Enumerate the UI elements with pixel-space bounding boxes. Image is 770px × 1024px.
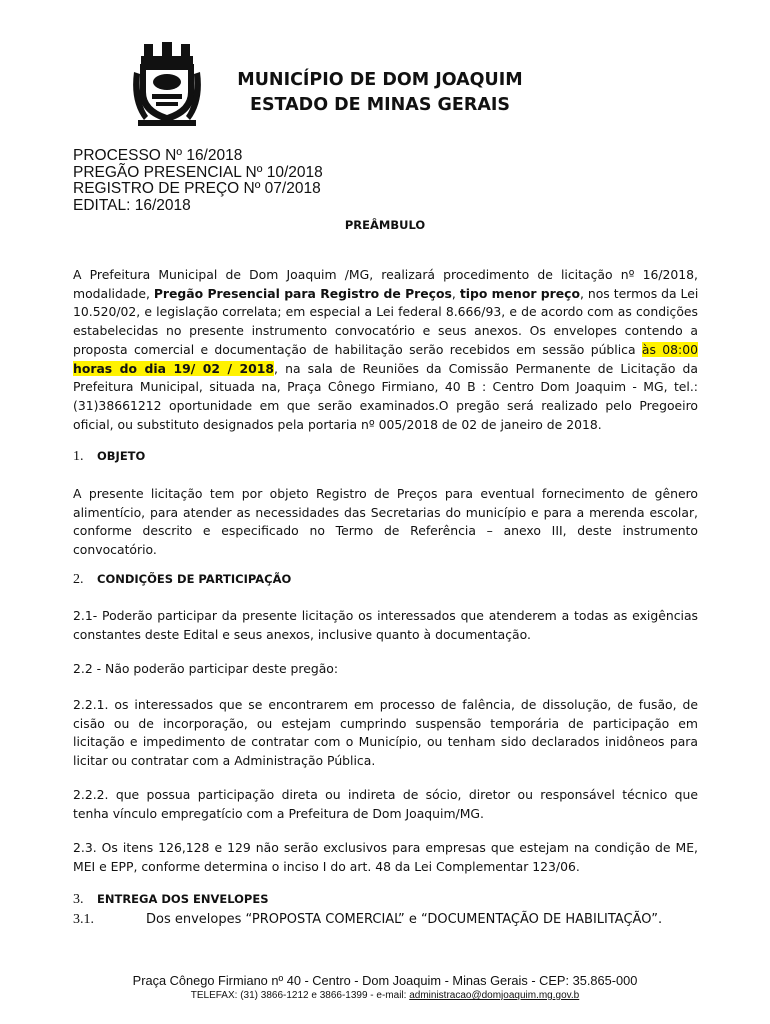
- item-3-1-text: Dos envelopes “PROPOSTA COMERCIAL” e “DOCUMENTAÇÃO DE HABILITAÇÃO”.: [146, 912, 663, 927]
- municipality-name: MUNICÍPIO DE DOM JOAQUIM: [237, 70, 523, 90]
- section-heading-condicoes: 2. CONDIÇÕES DE PARTICIPAÇÃO: [73, 572, 292, 587]
- text-line: cisão ou de incorporação, ou estejam cumprindo suspensão temporária de participação em: [73, 715, 698, 731]
- section-heading-objeto: 1. OBJETO: [73, 449, 146, 464]
- text-line: conforme descrito e especificado no Termo de Referência – anexo III, deste instrumento: [73, 523, 698, 539]
- text-line: proposta comercial e documentação de habilitação serão recebidos em sessão pública às 08:00: [73, 341, 698, 357]
- text-line: licitar ou contratar com a Administração Pública.: [73, 753, 376, 769]
- text-line: licitação e impedimento de contratar com o Município, ou tenham sido declarados inidôneos para: [73, 734, 698, 750]
- text-line: estabelecidas no presente instrumento convocatório e seus anexos. Os envelopes contendo a: [73, 323, 698, 339]
- edital-number: EDITAL: 16/2018: [73, 196, 191, 214]
- paragraph-2-2-1: [73, 696, 698, 771]
- preambulo-paragraph: [73, 266, 698, 434]
- preambulo-heading: PREÂMBULO: [344, 218, 426, 232]
- highlighted-time: às 08:00: [641, 341, 698, 357]
- text-line: 2.2.2. que possua participação direta ou indireta de sócio, diretor ou responsável técnico que: [73, 787, 698, 802]
- paragraph-2-2: [73, 660, 698, 679]
- objeto-paragraph: [73, 485, 698, 560]
- text-line: MEI e EPP, conforme determina o inciso I do art. 48 da Lei Complementar 123/06.: [73, 858, 580, 874]
- text-line: alimentício, para atender as necessidades das Secretarias do município e para a merenda escolar,: [73, 504, 698, 520]
- page-title: [200, 68, 560, 118]
- text-line: (31)38661212 oportunidade em que serão examinados.O pregão será realizado pelo Pregoeiro: [73, 397, 698, 413]
- text-line: 2.2 - Não poderão participar deste pregão:: [73, 661, 339, 676]
- text-line: Prefeitura Municipal, situada na, Praça Cônego Firmiano, 40 B : Centro Dom Joaquim - MG, tel.:: [73, 379, 698, 395]
- municipal-coat-of-arms-icon: [132, 42, 202, 128]
- text-line: modalidade, Pregão Presencial para Registro de Preços, tipo menor preço, nos termos da Lei: [73, 285, 699, 301]
- section-heading-entrega: 3. ENTREGA DOS ENVELOPES: [73, 892, 269, 907]
- footer-contact: TELEFAX: (31) 3866-1212 e 3866-1399 - e-mail: administracao@domjoaquim.mg.gov.b: [190, 990, 580, 1001]
- text-line: oficial, ou substituto designados pela portaria nº 005/2018 de 02 de janeiro de 2018.: [73, 416, 602, 432]
- highlighted-date: horas do dia 19/ 02 / 2018: [73, 360, 275, 376]
- paragraph-2-3: [73, 839, 698, 876]
- text-line: 2.2.1. os interessados que se encontrarem em processo de falência, de dissolução, de fusão, de: [73, 697, 698, 712]
- tipo-bold: tipo menor preço: [459, 285, 580, 301]
- text-line: 10.520/02, e legislação correlata; em especial a Lei federal 8.666/93, e de acordo com as condições: [73, 304, 698, 320]
- process-info: [73, 148, 323, 214]
- text-line: A Prefeitura Municipal de Dom Joaquim /MG, realizará procedimento de licitação nº 16/2018,: [73, 267, 698, 282]
- item-3-1: 3.1. Dos envelopes “PROPOSTA COMERCIAL” e “DOCUMENTAÇÃO DE HABILITAÇÃO”.: [73, 912, 663, 927]
- footer-address: Praça Cônego Firmiano nº 40 - Centro - Dom Joaquim - Minas Gerais - CEP: 35.865-000: [132, 973, 638, 988]
- paragraph-2-2-2: [73, 786, 698, 823]
- state-name: ESTADO DE MINAS GERAIS: [249, 95, 510, 115]
- email-link[interactable]: administracao@domjoaquim.mg.gov.b: [409, 990, 580, 1001]
- text-line: constantes deste Edital e seus anexos, inclusive quanto à documentação.: [73, 626, 531, 642]
- registro-number: REGISTRO DE PREÇO Nº 07/2018: [73, 180, 321, 197]
- text-line: 2.3. Os itens 126,128 e 129 não serão exclusivos para empresas que estejam na condição de ME,: [73, 840, 698, 855]
- text-line: tenha vínculo empregatício com a Prefeitura de Dom Joaquim/MG.: [73, 805, 484, 821]
- modalidade-bold: Pregão Presencial para Registro de Preços: [153, 285, 452, 301]
- text-line: A presente licitação tem por objeto Registro de Preços para eventual fornecimento de gênero: [73, 486, 698, 501]
- text-line: convocatório.: [73, 542, 157, 558]
- paragraph-2-1: [73, 607, 698, 644]
- pregao-number: PREGÃO PRESENCIAL Nº 10/2018: [73, 163, 323, 181]
- text-line: 2.1- Poderão participar da presente licitação os interessados que atenderem a todas as exigências: [73, 608, 698, 623]
- processo-number: PROCESSO Nº 16/2018: [73, 147, 243, 164]
- text-line: horas do dia 19/ 02 / 2018, na sala de Reuniões da Comissão Permanente de Licitação da: [73, 360, 698, 376]
